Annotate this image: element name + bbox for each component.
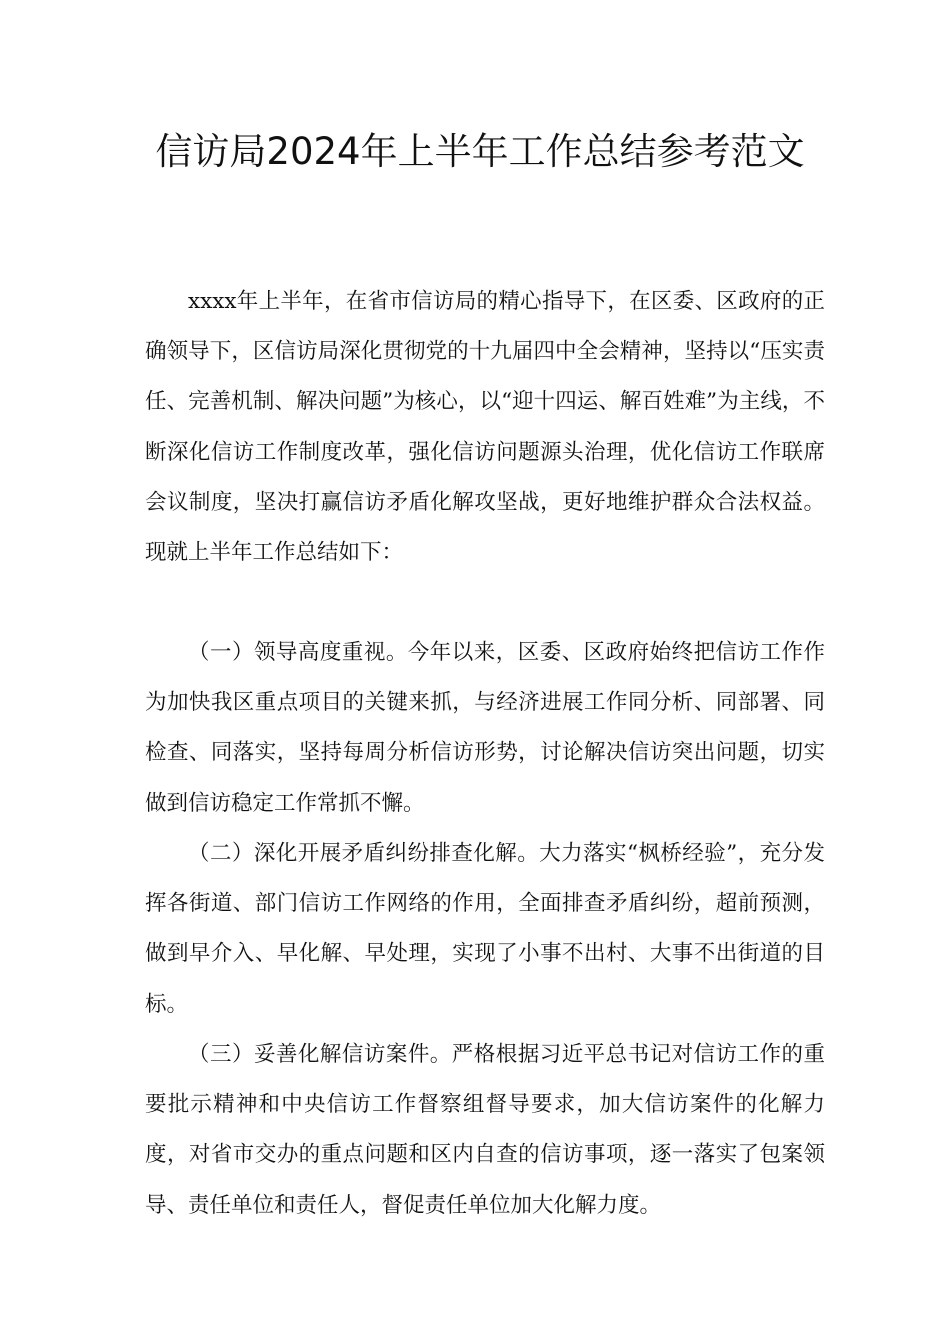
- intro-paragraph: xxxx年上半年，在省市信访局的精心指导下，在区委、区政府的正确领导下，区信访局深化贯彻党的十九届四中全会精神，坚持以“压实责任、完善机制、解决问题”为核心，以“迎十四运、解百姓难”为主线，不断深化信访工作制度改革，强化信访问题源头治理，优化信访工作联席会议制度，坚决打赢信访矛盾化解攻坚战，更好地维护群众合法权益。现就上半年工作总结如下：: [145, 289, 825, 566]
- section-three-paragraph: （三）妥善化解信访案件。严格根据习近平总书记对信访工作的重要批示精神和中央信访工作督察组督导要求，加大信访案件的化解力度，对省市交办的重点问题和区内自查的信访事项，逐一落实了包案领导、责任单位和责任人，督促责任单位加大化解力度。: [145, 1042, 825, 1218]
- section-two-paragraph: （二）深化开展矛盾纠纷排查化解。大力落实“枫桥经验”，充分发挥各街道、部门信访工作网络的作用，全面排查矛盾纠纷，超前预测，做到早介入、早化解、早处理，实现了小事不出村、大事不出街道的目标。: [145, 841, 825, 1017]
- section-one-paragraph: （一）领导高度重视。今年以来，区委、区政府始终把信访工作作为加快我区重点项目的关键来抓，与经济进展工作同分析、同部署、同检查、同落实，坚持每周分析信访形势，讨论解决信访突出问题，切实做到信访稳定工作常抓不懈。: [145, 640, 825, 816]
- document-title: 信访局2024年上半年工作总结参考范文: [155, 130, 805, 173]
